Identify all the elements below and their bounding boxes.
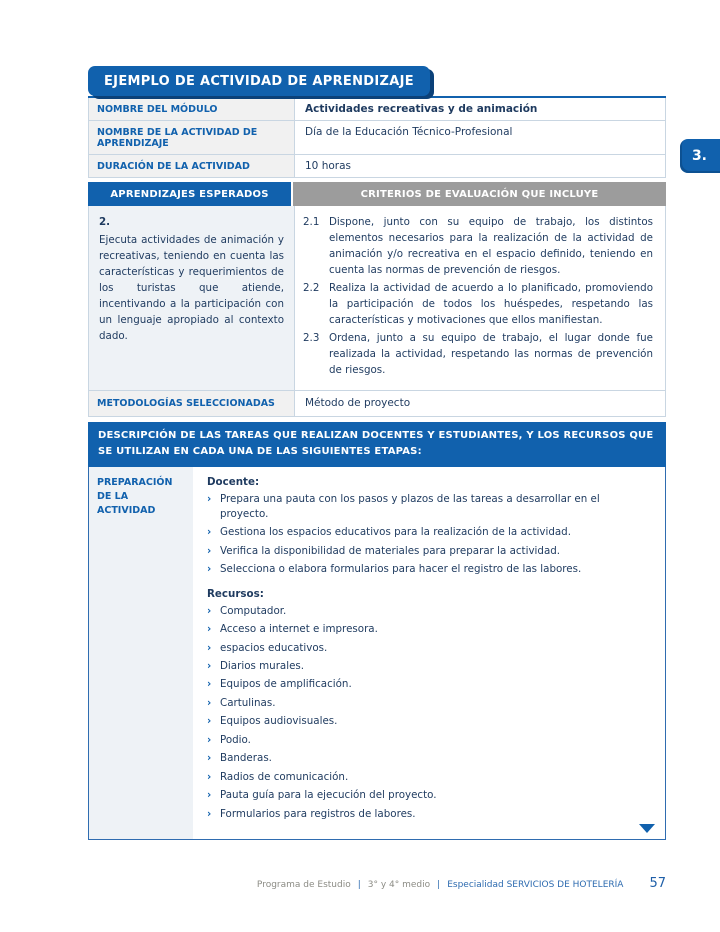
chevron-bullet-icon: ›: [207, 641, 212, 654]
list-item: [207, 622, 649, 637]
methodology-row: [88, 391, 666, 417]
section-tab: 3.: [680, 139, 720, 173]
list-item-text: Podio.: [220, 733, 251, 746]
list-item-text: Gestiona los espacios educativos para la realización de la actividad.: [220, 526, 571, 539]
list-item-text: Acceso a internet e impresora.: [220, 623, 378, 636]
chevron-bullet-icon: ›: [207, 807, 212, 820]
stage-label: PREPARACIÓN DE LA ACTIVIDAD: [89, 467, 193, 839]
footer-specialty-text: Especialidad SERVICIOS DE HOTELERÍA: [447, 880, 624, 890]
learning-outcome-number: 2.: [99, 216, 111, 228]
list-item-text: Selecciona o elabora formularios para hacer el registro de las labores.: [220, 563, 582, 576]
criterion-text: Ordena, junto a su equipo de trabajo, el lugar donde fue realizada la actividad, respetando las normas de prevención de riesgos.: [329, 331, 653, 376]
list-item: [207, 562, 649, 577]
criterion-text: Dispone, junto con su equipo de trabajo, los distintos elementos necesarios para la realización de la actividad de animación y/o recreativa en el espacio definido, teniendo en cuenta las normas de prevención de riesgos.: [329, 216, 653, 276]
recursos-heading: Recursos:: [207, 587, 264, 600]
recursos-list: [207, 604, 649, 822]
duration-label: DURACIÓN DE LA ACTIVIDAD: [89, 155, 294, 177]
criteria-cell: [294, 206, 665, 390]
list-item-text: Banderas.: [220, 752, 272, 765]
list-item: [207, 525, 649, 540]
evaluation-criteria-header: CRITERIOS DE EVALUACIÓN QUE INCLUYE: [293, 182, 666, 206]
learning-outcome-cell: [89, 206, 294, 390]
list-item-text: Formularios para registros de labores.: [220, 807, 416, 820]
page-number: 57: [649, 876, 666, 891]
footer-program-text: Programa de Estudio: [256, 880, 351, 890]
list-item-text: Radios de comunicación.: [220, 770, 349, 783]
chevron-bullet-icon: ›: [207, 752, 212, 765]
list-item: [207, 714, 649, 729]
list-item: [207, 696, 649, 711]
continuation-arrow-icon: [639, 824, 655, 833]
criterion-item: [303, 215, 653, 279]
criterion-number: 2.3: [303, 331, 320, 344]
docente-heading: Docente:: [207, 475, 260, 488]
list-item: [207, 733, 649, 748]
module-name-value: Actividades recreativas y de animación: [294, 98, 665, 120]
stage-content: [193, 467, 665, 839]
list-item: [207, 604, 649, 619]
preparation-stage-row: [88, 467, 666, 840]
chevron-bullet-icon: ›: [207, 789, 212, 802]
list-item: [207, 807, 649, 822]
criterion-number: 2.1: [303, 216, 320, 228]
page-footer: [257, 876, 666, 891]
activity-name-label: NOMBRE DE LA ACTIVIDAD DE APRENDIZAJE: [89, 121, 294, 154]
chevron-bullet-icon: ›: [207, 526, 212, 539]
list-item-text: Equipos de amplificación.: [220, 678, 352, 691]
table-row: [88, 121, 666, 155]
learning-outcomes-header: APRENDIZAJES ESPERADOS: [88, 182, 293, 206]
list-item-text: espacios educativos.: [220, 641, 328, 654]
methodology-label: METODOLOGÍAS SELECCIONADAS: [89, 391, 294, 416]
module-name-label: NOMBRE DEL MÓDULO: [89, 98, 294, 120]
list-item: [207, 544, 649, 559]
criterion-text: Realiza la actividad de acuerdo a lo planificado, promoviendo la participación de todos los huéspedes, respetando las características y motivaciones que ellos manifiestan.: [329, 281, 653, 326]
footer-grade-text: 3° y 4° medio: [367, 880, 431, 890]
chevron-bullet-icon: ›: [207, 770, 212, 783]
footer-separator: |: [437, 880, 441, 890]
chevron-bullet-icon: ›: [207, 660, 212, 673]
chevron-bullet-icon: ›: [207, 678, 212, 691]
chevron-bullet-icon: ›: [207, 604, 212, 617]
list-item: [207, 659, 649, 674]
learning-criteria-row: [88, 206, 666, 391]
criterion-item: [303, 281, 653, 329]
activity-document: [88, 66, 666, 840]
activity-info-table: [88, 96, 666, 178]
docente-task-list: [207, 492, 649, 578]
chevron-bullet-icon: ›: [207, 623, 212, 636]
criterion-number: 2.2: [303, 281, 320, 294]
duration-value: 10 horas: [294, 155, 665, 177]
chevron-bullet-icon: ›: [207, 563, 212, 576]
table-row: [88, 98, 666, 121]
list-item-text: Diarios murales.: [220, 660, 305, 673]
activity-name-value: Día de la Educación Técnico-Profesional: [294, 121, 665, 154]
list-item: [207, 788, 649, 803]
list-item-text: Equipos audiovisuales.: [220, 715, 338, 728]
list-item: [207, 641, 649, 656]
methodology-value: Método de proyecto: [294, 391, 665, 416]
list-item-text: Verifica la disponibilidad de materiales para preparar la actividad.: [220, 544, 561, 557]
criterion-item: [303, 331, 653, 379]
list-item-text: Prepara una pauta con los pasos y plazos de las tareas a desarrollar en el proyecto.: [220, 492, 600, 520]
list-item: [207, 751, 649, 766]
chevron-bullet-icon: ›: [207, 544, 212, 557]
column-headers: [88, 182, 666, 206]
chevron-bullet-icon: ›: [207, 492, 212, 505]
chevron-bullet-icon: ›: [207, 733, 212, 746]
page-title: EJEMPLO DE ACTIVIDAD DE APRENDIZAJE: [88, 66, 430, 96]
table-row: [88, 155, 666, 178]
chevron-bullet-icon: ›: [207, 696, 212, 709]
list-item: [207, 770, 649, 785]
recursos-block: [207, 588, 649, 822]
list-item-text: Cartulinas.: [220, 696, 276, 709]
footer-separator: |: [357, 880, 361, 890]
list-item: [207, 492, 649, 523]
list-item-text: Computador.: [220, 604, 287, 617]
tasks-description-band: DESCRIPCIÓN DE LAS TAREAS QUE REALIZAN DOCENTES Y ESTUDIANTES, Y LOS RECURSOS QUE SE UTILIZAN EN CADA UNA DE LAS SIGUIENTES ETAPAS:: [88, 422, 666, 467]
list-item: [207, 677, 649, 692]
list-item-text: Pauta guía para la ejecución del proyecto.: [220, 789, 437, 802]
learning-outcome-text: Ejecuta actividades de animación y recreativas, teniendo en cuenta las características y requerimientos de los turistas que atiende, incentivando a la participación con un lenguaje apropiado al contexto dado.: [99, 233, 284, 342]
chevron-bullet-icon: ›: [207, 715, 212, 728]
